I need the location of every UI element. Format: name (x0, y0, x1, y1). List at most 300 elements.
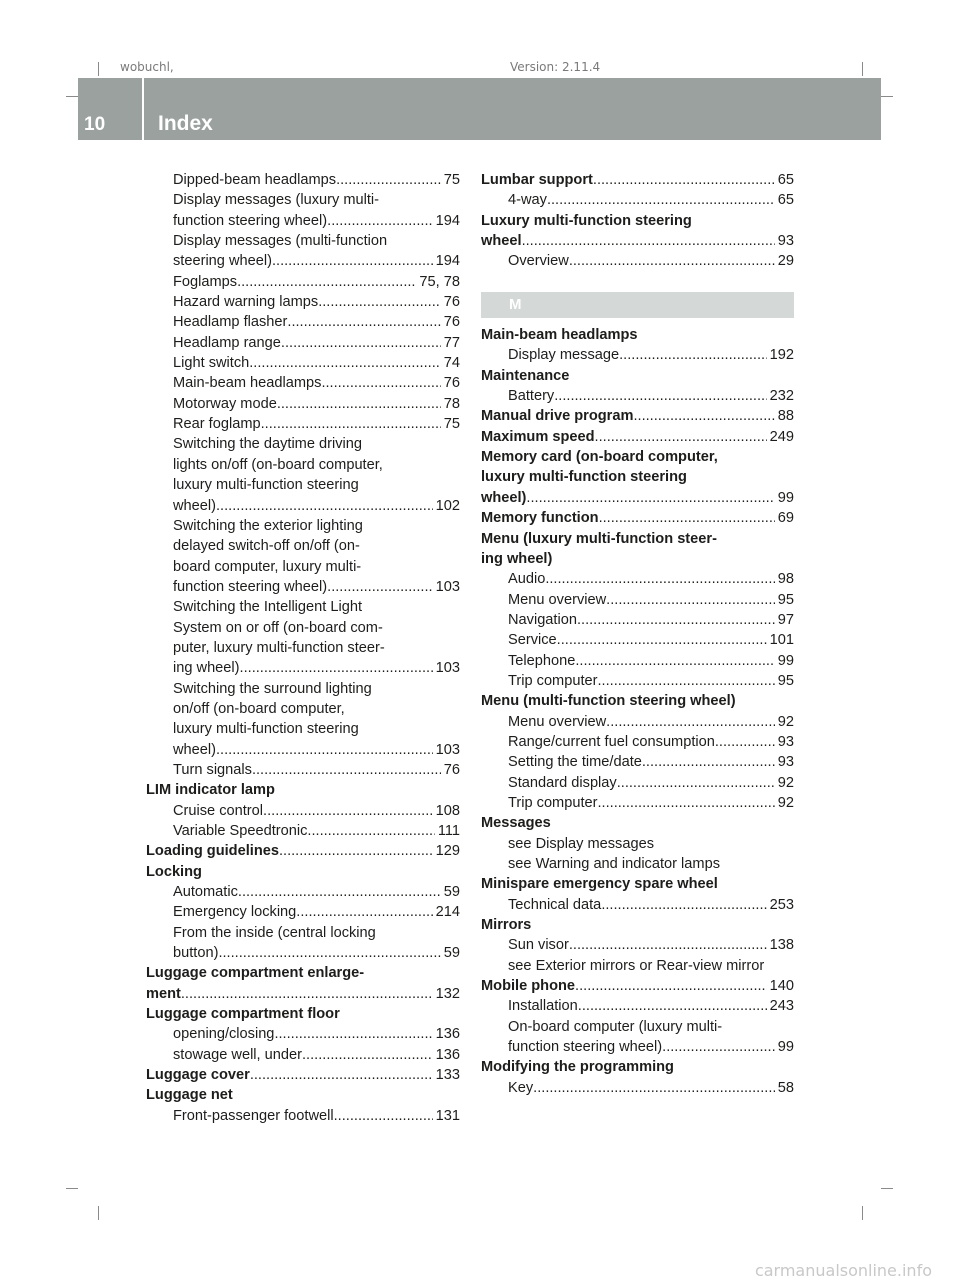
page-reference[interactable]: 92 (777, 794, 794, 811)
index-entry[interactable] (481, 231, 794, 251)
page-reference[interactable]: 192 (769, 347, 794, 364)
leader-dots (597, 793, 774, 813)
leader-dots (250, 1065, 433, 1085)
index-subentry[interactable] (146, 536, 460, 556)
entry-text: Automatic (173, 884, 238, 901)
index-subentry[interactable] (146, 496, 460, 516)
crop-mark (98, 62, 99, 76)
page-reference[interactable]: 108 (435, 802, 460, 819)
leader-dots (327, 211, 433, 231)
index-subentry[interactable] (146, 801, 460, 821)
leader-dots (218, 943, 440, 963)
entry-text: Luggage compartment floor (146, 1006, 340, 1023)
entry-text: lights on/off (on-board computer, (173, 456, 383, 473)
index-subentry[interactable] (481, 895, 794, 915)
print-meta-left: wobuchl, (120, 60, 174, 74)
index-subentry[interactable] (146, 557, 460, 577)
index-subentry[interactable] (481, 1078, 794, 1098)
index-entry[interactable] (146, 984, 460, 1004)
index-subentry[interactable] (146, 699, 460, 719)
page-reference[interactable]: 76 (443, 761, 460, 778)
page-reference[interactable]: 93 (777, 754, 794, 771)
index-subentry[interactable] (146, 577, 460, 597)
index-subentry[interactable] (481, 671, 794, 691)
page-reference[interactable]: 77 (443, 334, 460, 351)
index-entry[interactable] (146, 841, 460, 861)
page-reference[interactable]: 92 (777, 713, 794, 730)
page-reference[interactable]: 76 (443, 314, 460, 331)
leader-dots (569, 935, 767, 955)
index-subentry[interactable] (146, 923, 460, 943)
entry-text: Range/current fuel consumption (508, 733, 715, 750)
leader-dots (277, 394, 441, 414)
index-entry[interactable] (481, 170, 794, 190)
entry-text: Rear foglamp (173, 416, 261, 433)
leader-dots (578, 996, 767, 1016)
page-reference[interactable]: 59 (443, 945, 460, 962)
page-reference[interactable]: 103 (435, 578, 460, 595)
entry-text: ing wheel) (173, 660, 240, 677)
leader-dots (216, 740, 433, 760)
entry-text: Overview (508, 253, 569, 270)
entry-text: Menu overview (508, 713, 607, 730)
leader-dots (575, 976, 767, 996)
page-reference[interactable]: 249 (769, 428, 794, 445)
leader-dots (533, 1078, 775, 1098)
leader-dots (287, 312, 440, 332)
index-subentry[interactable] (146, 414, 460, 434)
leader-dots (601, 895, 766, 915)
entry-text: Display message (508, 347, 620, 364)
leader-dots (302, 1045, 433, 1065)
entry-text: From the inside (central locking (173, 924, 376, 941)
entry-text: Emergency locking (173, 904, 297, 921)
section-title: Index (158, 112, 213, 135)
index-entry[interactable] (481, 874, 794, 894)
crop-mark (881, 96, 893, 97)
index-subentry[interactable] (146, 1045, 460, 1065)
index-subentry[interactable] (146, 333, 460, 353)
leader-dots (619, 345, 767, 365)
entry-text: Turn signals (173, 761, 252, 778)
entry-text: Trip computer (508, 672, 598, 689)
entry-text: Technical data (508, 896, 602, 913)
leader-dots (181, 984, 433, 1004)
index-subentry[interactable] (481, 956, 794, 976)
index-subentry[interactable] (481, 251, 794, 271)
leader-dots (279, 841, 433, 861)
entry-text: Setting the time/date (508, 754, 642, 771)
spacer (481, 272, 794, 292)
entry-text: Dipped-beam headlamps (173, 172, 337, 188)
index-subentry[interactable] (146, 658, 460, 678)
crop-mark (66, 1188, 78, 1189)
leader-dots (321, 373, 440, 393)
index-subentry[interactable] (481, 712, 794, 732)
index-subentry[interactable] (146, 638, 460, 658)
entry-text: wheel (481, 233, 522, 250)
index-subentry[interactable] (146, 251, 460, 271)
entry-text: steering wheel) (173, 253, 272, 270)
entry-text: puter, luxury multi-function steer- (173, 639, 385, 656)
leader-dots (662, 1037, 775, 1057)
leader-dots (252, 760, 441, 780)
entry-text: luxury multi-function steering (173, 477, 359, 494)
index-subentry[interactable] (146, 475, 460, 495)
entry-text: Audio (508, 571, 546, 588)
entry-text: Cruise control (173, 802, 264, 819)
page-reference[interactable]: 65 (777, 192, 794, 209)
page-reference[interactable]: 194 (435, 212, 460, 229)
page-reference[interactable]: 99 (777, 489, 794, 506)
leader-dots (274, 1024, 432, 1044)
entry-text: Switching the exterior lighting (173, 517, 363, 534)
entry-text: Trip computer (508, 794, 598, 811)
entry-text: ing wheel) (481, 550, 553, 567)
index-subentry[interactable] (146, 455, 460, 475)
index-subentry[interactable] (146, 740, 460, 760)
index-entry[interactable] (481, 488, 794, 508)
leader-dots (597, 671, 774, 691)
entry-text: Navigation (508, 611, 577, 628)
leader-dots (575, 651, 774, 671)
leader-dots (526, 488, 774, 508)
index-entry[interactable] (146, 780, 460, 800)
index-entry[interactable] (146, 1065, 460, 1085)
leader-dots (281, 333, 441, 353)
index-subentry[interactable] (481, 345, 794, 365)
leader-dots (237, 272, 416, 292)
entry-text: Lumbar support (481, 172, 593, 188)
page-reference[interactable]: 99 (777, 1039, 794, 1056)
entry-text: stowage well, under (173, 1046, 302, 1063)
page-reference[interactable]: 103 (435, 741, 460, 758)
leader-dots (715, 732, 775, 752)
index-subentry[interactable] (146, 821, 460, 841)
index-entry[interactable] (481, 691, 794, 711)
index-subentry[interactable] (146, 434, 460, 454)
page-reference[interactable]: 93 (777, 233, 794, 250)
entry-text: see Display messages (508, 835, 655, 852)
leader-dots (307, 821, 434, 841)
leader-dots (327, 577, 433, 597)
leader-dots (593, 170, 775, 190)
letter-heading: M (481, 292, 794, 318)
entry-text: Loading guidelines (146, 843, 279, 860)
entry-text: Display messages (multi-function (173, 233, 388, 250)
entry-text: Variable Speedtronic (173, 823, 308, 839)
index-subentry[interactable] (481, 1037, 794, 1057)
leader-dots (569, 251, 775, 271)
index-subentry[interactable] (146, 211, 460, 231)
index-subentry[interactable] (146, 882, 460, 902)
crop-mark (98, 1206, 99, 1220)
entry-text: Headlamp range (173, 334, 281, 351)
entry-text: Light switch (173, 355, 250, 372)
index-subentry[interactable] (146, 1106, 460, 1126)
page-reference[interactable]: 95 (777, 591, 794, 608)
index-subentry[interactable] (481, 386, 794, 406)
page-reference[interactable]: 132 (435, 985, 460, 1002)
leader-dots (599, 508, 775, 528)
page-reference[interactable]: 136 (435, 1046, 460, 1063)
page-reference[interactable]: 95 (777, 672, 794, 689)
leader-dots (336, 170, 441, 190)
leader-dots (642, 752, 775, 772)
index-subentry[interactable] (146, 292, 460, 312)
leader-dots (249, 353, 441, 373)
entry-text: Menu (multi-function steering wheel) (481, 693, 736, 710)
index-subentry[interactable] (481, 610, 794, 630)
entry-text: Memory card (on-board computer, (481, 449, 718, 466)
index-subentry[interactable] (146, 394, 460, 414)
page-reference[interactable]: 93 (777, 733, 794, 750)
entry-text: delayed switch-off on/off (on- (173, 538, 360, 555)
entry-text: Motorway mode (173, 395, 277, 412)
leader-dots (334, 1106, 433, 1126)
leader-dots (545, 569, 774, 589)
crop-mark (881, 1188, 893, 1189)
page-reference[interactable]: 133 (435, 1067, 460, 1084)
index-subentry[interactable] (481, 569, 794, 589)
index-subentry[interactable] (146, 353, 460, 373)
entry-text: function steering wheel) (173, 578, 328, 595)
print-meta-right: Version: 2.11.4 (510, 60, 601, 74)
leader-dots (318, 292, 441, 312)
entry-text: Menu (luxury multi-function steer- (481, 530, 717, 547)
leader-dots (261, 414, 441, 434)
entry-text: button) (173, 945, 219, 962)
entry-text: Battery (508, 388, 555, 405)
index-subentry[interactable] (146, 618, 460, 638)
crop-mark (66, 96, 78, 97)
entry-text: luxury multi-function steering (173, 721, 359, 738)
page-reference[interactable]: 74 (443, 355, 460, 372)
crop-mark (862, 1206, 863, 1220)
page-reference[interactable]: 102 (435, 497, 460, 514)
index-subentry[interactable] (146, 679, 460, 699)
entry-text: Switching the daytime driving (173, 436, 362, 453)
page-reference[interactable]: 98 (777, 571, 794, 588)
page-reference[interactable]: 76 (443, 294, 460, 311)
index-subentry[interactable] (481, 1017, 794, 1037)
page-reference[interactable]: 78 (443, 395, 460, 412)
index-entry[interactable] (481, 406, 794, 426)
entry-text: Key (508, 1079, 534, 1096)
entry-text: see Warning and indicator lamps (508, 856, 720, 872)
entry-text: wheel) (481, 489, 527, 506)
page-reference[interactable]: 69 (777, 510, 794, 527)
index-entry[interactable] (481, 427, 794, 447)
index-subentry[interactable] (146, 272, 460, 292)
page-reference[interactable]: 101 (769, 632, 794, 649)
index-subentry[interactable] (481, 793, 794, 813)
index-subentry[interactable] (481, 651, 794, 671)
index-subentry[interactable] (481, 834, 794, 854)
index-subentry[interactable] (481, 190, 794, 210)
entry-text: Luggage compartment enlarge- (146, 965, 365, 982)
entry-text: Luxury multi-function steering (481, 212, 692, 229)
page-reference[interactable]: 129 (435, 843, 460, 860)
page-reference[interactable]: 99 (777, 652, 794, 669)
leader-dots (272, 251, 433, 271)
leader-dots (296, 902, 432, 922)
leader-dots (633, 406, 774, 426)
index-subentry[interactable] (146, 190, 460, 210)
leader-dots (557, 630, 767, 650)
index-entry[interactable] (481, 915, 794, 935)
entry-text: Manual drive program (481, 408, 634, 425)
entry-text: Sun visor (508, 937, 569, 954)
index-entry[interactable] (481, 529, 794, 549)
entry-text: wheel) (173, 497, 216, 514)
entry-text: Minispare emergency spare wheel (481, 876, 718, 893)
page-reference[interactable]: 138 (769, 937, 794, 954)
index-subentry[interactable] (146, 760, 460, 780)
entry-text: Headlamp flasher (173, 314, 288, 331)
page-reference[interactable]: 58 (777, 1079, 794, 1096)
index-subentry[interactable] (481, 630, 794, 650)
page-reference[interactable]: 88 (777, 408, 794, 425)
leader-dots (577, 610, 775, 630)
page-number: 10 (84, 114, 106, 135)
index-subentry[interactable] (146, 231, 460, 251)
index-entry[interactable] (481, 447, 794, 467)
entry-text: Main-beam headlamps (481, 327, 638, 344)
watermark: carmanualsonline.info (754, 1261, 932, 1280)
entry-text: Mobile phone (481, 978, 576, 995)
page-reference[interactable]: 136 (435, 1026, 460, 1043)
leader-dots (606, 712, 775, 732)
index-subentry[interactable] (146, 312, 460, 332)
page-reference[interactable]: 243 (769, 998, 794, 1015)
crop-mark (862, 62, 863, 76)
entry-text: board computer, luxury multi- (173, 558, 362, 575)
page-reference[interactable]: 76 (443, 375, 460, 392)
entry-text: Luggage cover (146, 1067, 250, 1084)
entry-text: function steering wheel) (173, 212, 328, 229)
entry-text: LIM indicator lamp (146, 782, 275, 799)
entry-text: Display messages (luxury multi- (173, 192, 379, 209)
index-subentry[interactable] (146, 1024, 460, 1044)
entry-text: Messages (481, 815, 551, 832)
entry-text: Maintenance (481, 367, 570, 384)
entry-text: Service (508, 632, 557, 649)
entry-text: Maximum speed (481, 428, 595, 445)
page-reference[interactable]: 59 (443, 884, 460, 901)
entry-text: Standard display (508, 774, 617, 791)
leader-dots (240, 658, 433, 678)
leader-dots (554, 386, 766, 406)
index-entry[interactable] (481, 1057, 794, 1077)
page-reference[interactable]: 111 (437, 823, 460, 839)
entry-text: luxury multi-function steering (481, 469, 687, 486)
leader-dots (595, 427, 767, 447)
index-entry[interactable] (481, 549, 794, 569)
index-subentry[interactable] (146, 597, 460, 617)
entry-text: Hazard warning lamps (173, 294, 319, 311)
entry-text: Locking (146, 863, 202, 880)
index-entry[interactable] (481, 813, 794, 833)
index-entry[interactable] (481, 366, 794, 386)
entry-text: ment (146, 985, 181, 1002)
entry-text: function steering wheel) (508, 1039, 663, 1056)
leader-dots (522, 231, 775, 251)
entry-text: Memory function (481, 510, 599, 527)
page-reference[interactable]: 140 (769, 978, 794, 995)
index-entry[interactable] (146, 862, 460, 882)
page-reference[interactable]: 214 (435, 904, 460, 921)
index-entry[interactable] (481, 508, 794, 528)
entry-text: on/off (on-board computer, (173, 700, 345, 717)
index-entry[interactable] (481, 976, 794, 996)
entry-text: Modifying the programming (481, 1059, 674, 1076)
index-column-right (481, 170, 794, 1098)
index-entry[interactable] (481, 325, 794, 345)
page-reference[interactable]: 75, 78 (419, 273, 460, 290)
page-reference[interactable]: 232 (769, 388, 794, 405)
page-reference[interactable]: 194 (435, 253, 460, 270)
page-reference[interactable]: 103 (435, 660, 460, 677)
entry-text: wheel) (173, 741, 216, 758)
entry-text: Luggage net (146, 1087, 233, 1104)
index-subentry[interactable] (146, 943, 460, 963)
index-subentry[interactable] (146, 516, 460, 536)
index-entry[interactable] (481, 211, 794, 231)
page-reference[interactable]: 97 (777, 611, 794, 628)
entry-text: opening/closing (173, 1026, 275, 1043)
entry-text: Switching the surround lighting (173, 680, 372, 697)
page-reference[interactable]: 75 (443, 172, 460, 188)
index-subentry[interactable] (146, 719, 460, 739)
leader-dots (606, 590, 775, 610)
index-subentry[interactable] (146, 902, 460, 922)
entry-text: Mirrors (481, 917, 532, 934)
index-subentry[interactable] (481, 732, 794, 752)
entry-text: Installation (508, 998, 578, 1015)
index-subentry[interactable] (481, 996, 794, 1016)
page-reference[interactable]: 75 (443, 416, 460, 433)
index-subentry[interactable] (481, 935, 794, 955)
index-entry[interactable] (146, 1004, 460, 1024)
page-reference[interactable]: 65 (777, 172, 794, 188)
entry-text: Menu overview (508, 591, 607, 608)
entry-text: 4-way (508, 192, 547, 209)
entry-text: see Exterior mirrors or Rear-view mirror (508, 957, 765, 974)
index-subentry[interactable] (481, 773, 794, 793)
leader-dots (216, 496, 433, 516)
entry-text: Main-beam headlamps (173, 375, 322, 392)
entry-text: Front-passenger footwell (173, 1107, 334, 1124)
index-subentry[interactable] (481, 590, 794, 610)
page-reference[interactable]: 253 (769, 896, 794, 913)
entry-text: Switching the Intelligent Light (173, 599, 363, 616)
entry-text: Telephone (508, 652, 576, 669)
index-subentry[interactable] (481, 752, 794, 772)
page-reference[interactable]: 131 (435, 1107, 460, 1124)
entry-text: Foglamps (173, 273, 238, 290)
leader-dots (238, 882, 441, 902)
index-entry[interactable] (481, 467, 794, 487)
index-subentry[interactable] (146, 373, 460, 393)
index-entry[interactable] (146, 1085, 460, 1105)
page-reference[interactable]: 92 (777, 774, 794, 791)
index-entry[interactable] (146, 963, 460, 983)
leader-dots (617, 773, 775, 793)
page-reference[interactable]: 29 (777, 253, 794, 270)
index-subentry[interactable] (146, 170, 460, 190)
index-subentry[interactable] (481, 854, 794, 874)
